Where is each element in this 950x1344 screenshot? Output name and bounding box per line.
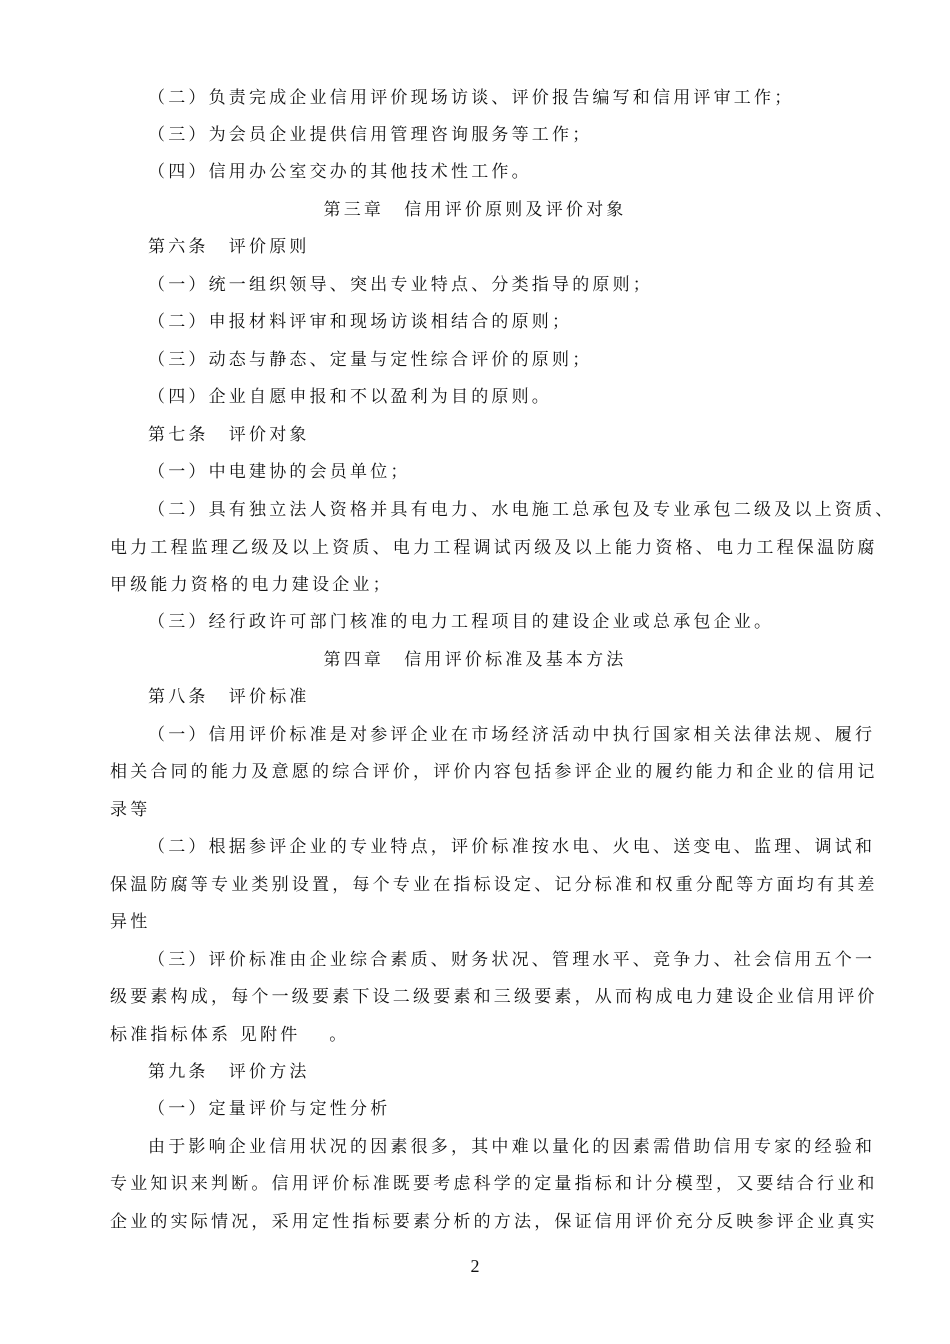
text-line: 专业知识来判断。信用评价标准既要考虑科学的定量指标和计分模型，又要结合行业和 <box>110 1174 878 1194</box>
text-line: 由于影响企业信用状况的因素很多，其中难以量化的因素需借助信用专家的经验和 <box>148 1137 876 1157</box>
text-line: （三）经行政许可部门核准的电力工程项目的建设企业或总承包企业。 <box>148 612 775 632</box>
text-line: 异性 <box>110 912 151 932</box>
text-line: 保温防腐等专业类别设置，每个专业在指标设定、记分标准和权重分配等方面均有其差 <box>110 875 878 895</box>
text-line: 企业的实际情况，采用定性指标要素分析的方法，保证信用评价充分反映参评企业真实 <box>110 1212 878 1232</box>
text-line: 级要素构成，每个一级要素下设二级要素和三级要素，从而构成电力建设企业信用评价 <box>110 987 878 1007</box>
text-line: （二）负责完成企业信用评价现场访谈、评价报告编写和信用评审工作； <box>148 88 795 108</box>
article-heading: 第九条 评价方法 <box>148 1062 310 1082</box>
text-line: 相关合同的能力及意愿的综合评价，评价内容包括参评企业的履约能力和企业的信用记 <box>110 762 878 782</box>
text-line: （一）信用评价标准是对参评企业在市场经济活动中执行国家相关法律法规、履行 <box>148 725 876 745</box>
text-line: （三）动态与静态、定量与定性综合评价的原则； <box>148 350 593 370</box>
text-line: （一）定量评价与定性分析 <box>148 1099 391 1119</box>
chapter-heading: 第四章 信用评价标准及基本方法 <box>323 650 627 670</box>
text-line: （二）具有独立法人资格并具有电力、水电施工总承包及专业承包二级及以上资质、 <box>148 500 896 520</box>
text-line: 标准指标体系 见附件 。 <box>110 1025 350 1045</box>
text-line: 录等 <box>110 800 151 820</box>
article-heading: 第七条 评价对象 <box>148 425 310 445</box>
text-line: （一）中电建协的会员单位； <box>148 462 411 482</box>
text-line: 甲级能力资格的电力建设企业； <box>110 575 393 595</box>
text-line: （三）评价标准由企业综合素质、财务状况、管理水平、竞争力、社会信用五个一 <box>148 950 876 970</box>
article-heading: 第六条 评价原则 <box>148 237 310 257</box>
page-number: 2 <box>470 1256 480 1276</box>
chapter-heading: 第三章 信用评价原则及评价对象 <box>323 200 627 220</box>
article-heading: 第八条 评价标准 <box>148 687 310 707</box>
text-line: 电力工程监理乙级及以上资质、电力工程调试丙级及以上能力资格、电力工程保温防腐 <box>110 538 878 558</box>
text-line: （四）信用办公室交办的其他技术性工作。 <box>148 162 532 182</box>
text-line: （一）统一组织领导、突出专业特点、分类指导的原则； <box>148 275 653 295</box>
text-line: （四）企业自愿申报和不以盈利为目的原则。 <box>148 387 552 407</box>
text-line: （二）申报材料评审和现场访谈相结合的原则； <box>148 312 573 332</box>
text-line: （三）为会员企业提供信用管理咨询服务等工作； <box>148 125 593 145</box>
text-line: （二）根据参评企业的专业特点，评价标准按水电、火电、送变电、监理、调试和 <box>148 837 876 857</box>
